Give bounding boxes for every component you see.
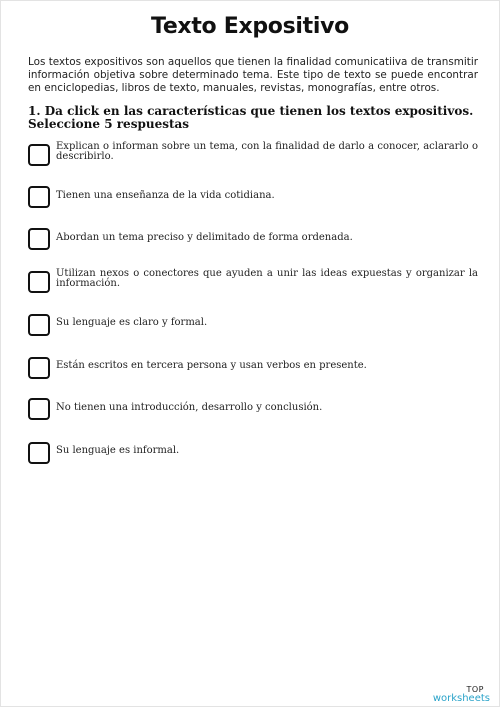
- question-prompt: [28, 105, 478, 131]
- option-4-label[interactable]: Utilizan nexos o conectores que ayuden a unir las ideas expuestas y organizar la información.: [56, 268, 478, 289]
- checkbox-3[interactable]: [28, 228, 50, 250]
- option-8[interactable]: [28, 440, 478, 466]
- option-7-label[interactable]: No tienen una introducción, desarrollo y conclusión.: [56, 402, 323, 413]
- checkbox-5[interactable]: [28, 314, 50, 336]
- option-5[interactable]: [28, 312, 478, 338]
- option-3-label[interactable]: Abordan un tema preciso y delimitado de forma ordenada.: [56, 232, 353, 243]
- checkbox-4[interactable]: [28, 271, 50, 293]
- checkbox-2[interactable]: [28, 186, 50, 208]
- intro-paragraph: Los textos expositivos son aquellos que tienen la finalidad comunicatiiva de transmitir información objetiva sobre determinado tema. Este tipo de texto se puede encontrar en enciclopedias, libros de texto, manuales, revistas, monografías, entre otros.: [28, 56, 478, 94]
- option-5-label[interactable]: Su lenguaje es claro y formal.: [56, 317, 208, 328]
- checkbox-1[interactable]: [28, 144, 50, 166]
- option-4[interactable]: [28, 269, 478, 295]
- logo-top-text: TOP: [466, 685, 484, 694]
- option-1-label[interactable]: Explican o informan sobre un tema, con la finalidad de darlo a conocer, aclararlo o describirlo.: [56, 141, 478, 162]
- checkbox-8[interactable]: [28, 442, 50, 464]
- question-line-1: 1. Da click en las características que tienen los textos expositivos.: [28, 104, 474, 118]
- topworksheets-logo: [433, 685, 490, 703]
- option-6-label[interactable]: Están escritos en tercera persona y usan verbos en presente.: [56, 360, 367, 371]
- option-6[interactable]: [28, 355, 478, 381]
- option-8-label[interactable]: Su lenguaje es informal.: [56, 445, 180, 456]
- checkbox-6[interactable]: [28, 357, 50, 379]
- page-title: Texto Expositivo: [151, 14, 349, 39]
- question-line-2: Seleccione 5 respuestas: [28, 117, 190, 131]
- option-2-label[interactable]: Tienen una enseñanza de la vida cotidiana.: [56, 190, 275, 201]
- option-2[interactable]: [28, 184, 478, 210]
- option-1[interactable]: [28, 142, 478, 168]
- logo-bottom-text: worksheets: [432, 693, 490, 704]
- option-3[interactable]: [28, 226, 478, 252]
- checkbox-7[interactable]: [28, 398, 50, 420]
- option-7[interactable]: [28, 396, 478, 422]
